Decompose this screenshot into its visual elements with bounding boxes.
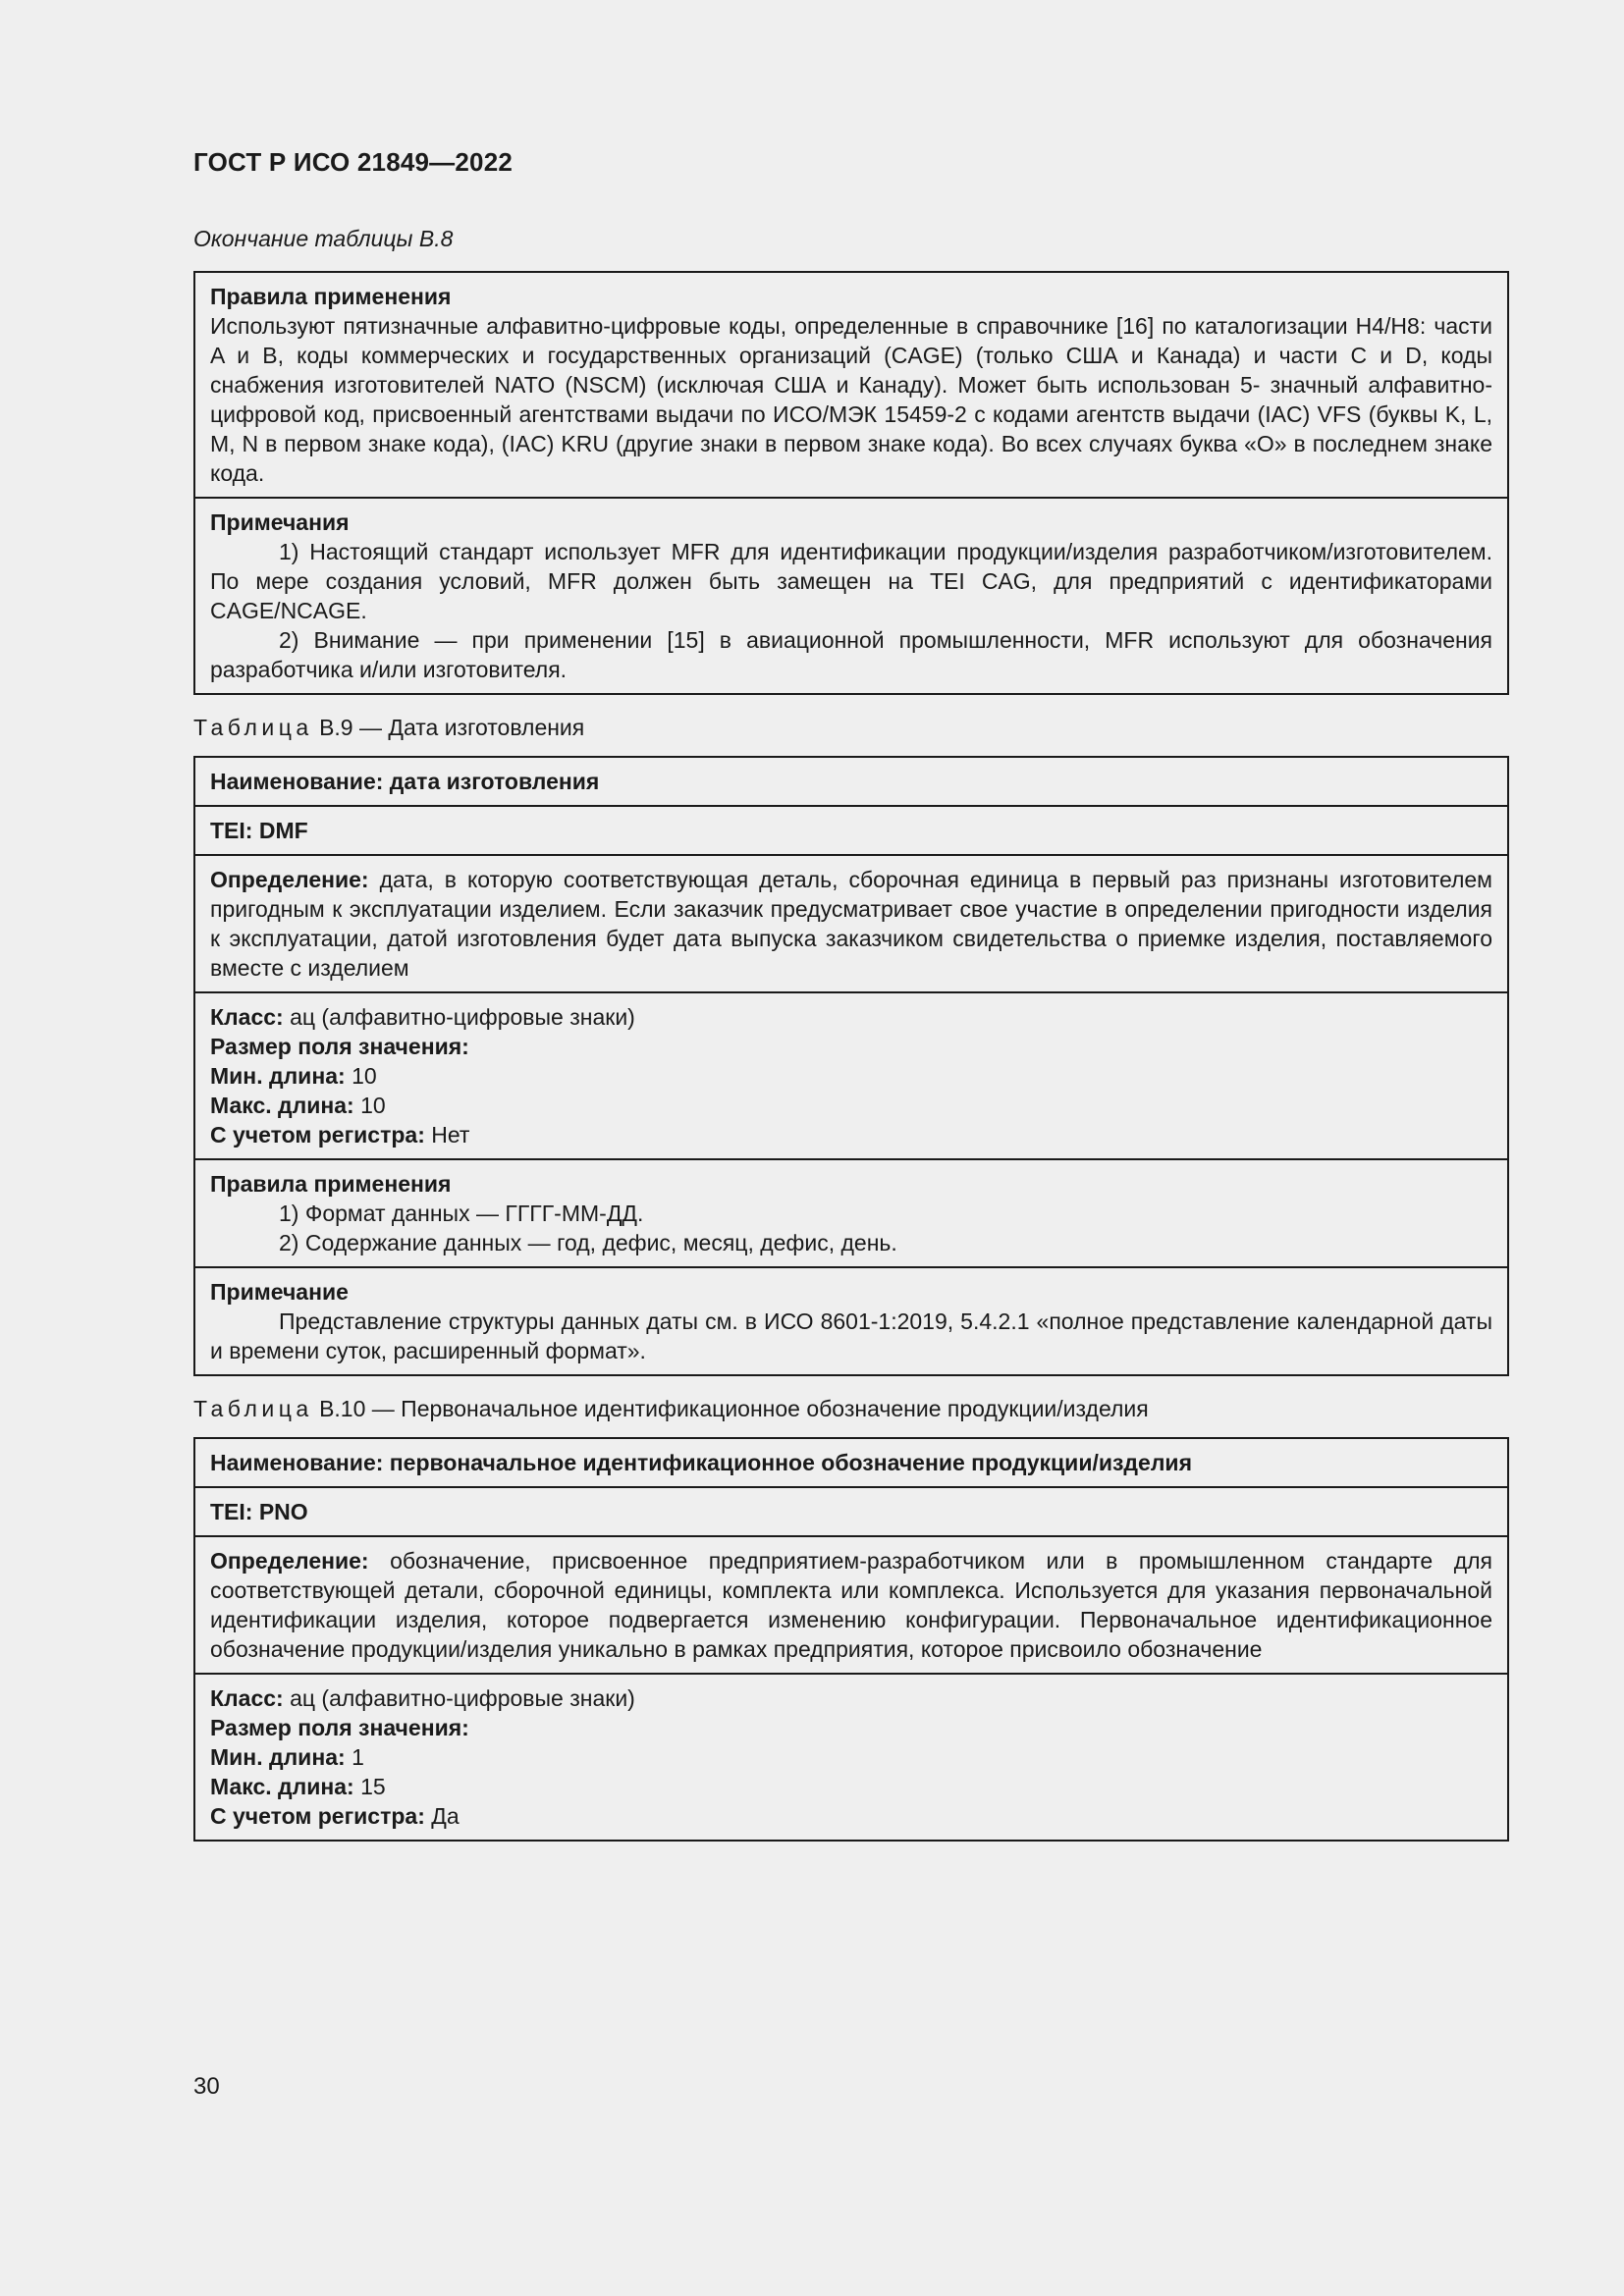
- case-sensitive-label: С учетом регистра:: [210, 1803, 425, 1829]
- definition-text: дата, в которую соответствующая деталь, сборочная единица в первый раз признаны изготовителем пригодным к эксплуатации изделием. Если заказчик предусматривает свое участие в определении пригодности изделия к эксплуатации, датой изготовления будет дата выпуска заказчиком свидетельства о приемке изделия, поставляемого вместе с изделием: [210, 867, 1492, 981]
- name-row: Наименование: дата изготовления: [210, 769, 600, 794]
- table-b10: [193, 1437, 1509, 1842]
- notes-row: [195, 497, 1507, 693]
- caption-word: Таблица: [193, 1396, 313, 1421]
- notes-title: Примечания: [210, 509, 350, 535]
- page-number: 30: [193, 2073, 220, 2100]
- table-continuation-caption: Окончание таблицы В.8: [193, 226, 454, 251]
- class-row: [195, 1673, 1507, 1840]
- max-length-label: Макс. длина:: [210, 1093, 354, 1118]
- document-header: ГОСТ Р ИСО 21849—2022: [193, 147, 514, 177]
- usage-rules-row: [195, 273, 1507, 497]
- note-title: Примечание: [210, 1279, 349, 1305]
- note-text: Представление структуры данных даты см. в ИСО 8601-1:2019, 5.4.2.1 «полное представление календарной даты и времени суток, расширенный формат».: [210, 1308, 1492, 1363]
- table-b10-caption: [193, 1396, 1149, 1422]
- definition-row: [195, 1535, 1507, 1673]
- rule-2: 2) Содержание данных — год, дефис, месяц, дефис, день.: [279, 1230, 897, 1255]
- note-row: [195, 1266, 1507, 1374]
- case-sensitive-label: С учетом регистра:: [210, 1122, 425, 1148]
- max-length-value: 15: [360, 1774, 386, 1799]
- class-value: ац (алфавитно-цифровые знаки): [290, 1685, 635, 1711]
- definition-label: Определение:: [210, 867, 369, 892]
- name-row: Наименование: первоначальное идентификационное обозначение продукции/изделия: [210, 1450, 1192, 1475]
- max-length-value: 10: [360, 1093, 386, 1118]
- usage-rules-title: Правила применения: [210, 284, 452, 309]
- rule-1: 1) Формат данных — ГГГГ-ММ-ДД.: [279, 1201, 644, 1226]
- tei-row: TEI: PNO: [195, 1486, 1507, 1535]
- definition-text: обозначение, присвоенное предприятием-разработчиком или в промышленном стандарте для соответствующей детали, сборочной единицы, комплекта или комплекса. Используется для указания первоначальной идентификации изделия, которое подвергается изменению конфигурации. Первоначальное идентификационное обозначение продукции/изделия уникально в рамках предприятия, которое присвоило обозначение: [210, 1548, 1492, 1662]
- caption-word: Таблица: [193, 715, 313, 740]
- usage-rules-text: Используют пятизначные алфавитно-цифровые коды, определенные в справочнике [16] по каталогизации H4/H8: части A и B, коды коммерческих и государственных организаций (CAGE) (только США и Канада) и части C и D, коды снабжения изготовителей NATO (NSCM) (исключая США и Канаду). Может быть использован 5- значный алфавитно-цифровой код, присвоенный агентствами выдачи по ИСО/МЭК 15459-2 с кодами агентств выдачи (IAC) VFS (буквы K, L, M, N в первом знаке кода), (IAC) KRU (другие знаки в первом знаке кода). Во всех случаях буква «O» в последнем знаке кода.: [210, 313, 1492, 486]
- min-length-label: Мин. длина:: [210, 1063, 346, 1089]
- note-2: 2) Внимание — при применении [15] в авиационной промышленности, MFR используют для обозначения разработчика и/или изготовителя.: [210, 627, 1492, 682]
- class-label: Класс:: [210, 1685, 284, 1711]
- usage-rules-title: Правила применения: [210, 1171, 452, 1197]
- field-size-label: Размер поля значения:: [210, 1715, 469, 1740]
- table-b9: [193, 756, 1509, 1376]
- max-length-label: Макс. длина:: [210, 1774, 354, 1799]
- field-size-label: Размер поля значения:: [210, 1034, 469, 1059]
- note-1: 1) Настоящий стандарт использует MFR для идентификации продукции/изделия разработчиком/изготовителем. По мере создания условий, MFR должен быть замещен на TEI CAG, для предприятий с идентификаторами CAGE/NCAGE.: [210, 539, 1492, 623]
- usage-rules-row: [195, 1158, 1507, 1266]
- caption-text: В.10 — Первоначальное идентификационное обозначение продукции/изделия: [319, 1396, 1149, 1421]
- min-length-value: 10: [352, 1063, 377, 1089]
- definition-label: Определение:: [210, 1548, 369, 1574]
- case-sensitive-value: Нет: [431, 1122, 470, 1148]
- caption-text: В.9 — Дата изготовления: [319, 715, 585, 740]
- table-b8: [193, 271, 1509, 695]
- min-length-label: Мин. длина:: [210, 1744, 346, 1770]
- case-sensitive-value: Да: [431, 1803, 460, 1829]
- class-row: [195, 991, 1507, 1158]
- min-length-value: 1: [352, 1744, 364, 1770]
- definition-row: [195, 854, 1507, 991]
- class-value: ац (алфавитно-цифровые знаки): [290, 1004, 635, 1030]
- table-b9-caption: [193, 715, 584, 741]
- tei-row: TEI: DMF: [195, 805, 1507, 854]
- class-label: Класс:: [210, 1004, 284, 1030]
